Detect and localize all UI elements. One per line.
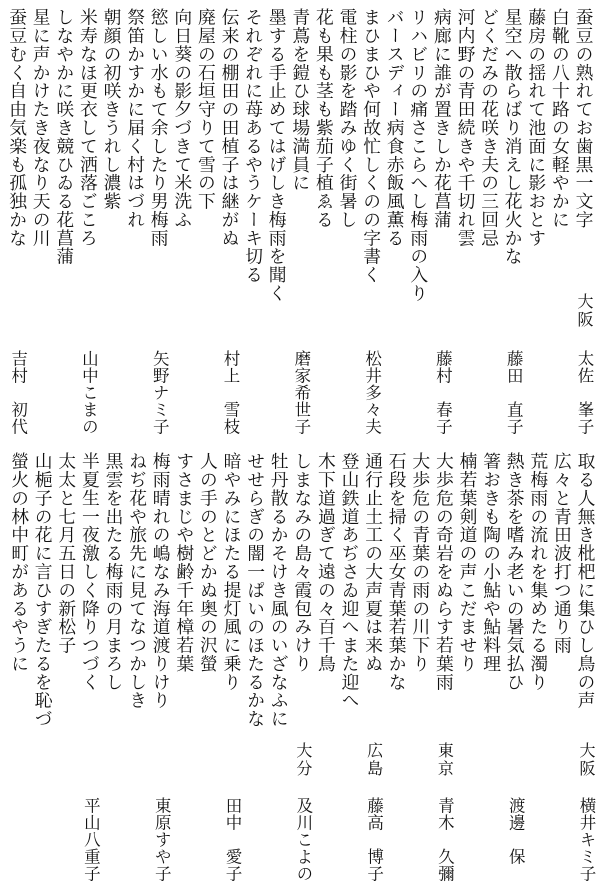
- haiku-column: リハビリの痛さこらへし梅雨の入り: [407, 8, 429, 303]
- haiku-column: 星空へ散らばり消えし花火かな: [502, 8, 524, 266]
- author-name: 矢野ナミ子: [150, 350, 170, 435]
- haiku-column: 熱き茶を嗜み老いの暑気払ひ: [504, 452, 526, 692]
- haiku-column: 広々と青田波打つ通り雨: [551, 452, 573, 655]
- haiku-column: しなやかに咲き競ひゐる花菖蒲: [53, 8, 75, 266]
- author-name: 渡邊 保: [506, 797, 526, 865]
- haiku-column: すさまじや樹齢千年樟若葉: [173, 452, 195, 673]
- author-name: 東原すや子: [152, 797, 172, 882]
- haiku-column: 大歩危の奇岩をぬらす若葉雨: [433, 452, 455, 692]
- haiku-column: 花も果も茎も紫茄子植ゑる: [313, 8, 335, 229]
- haiku-column: しまなみの島々霞包みけり: [291, 452, 313, 673]
- author-place: 大阪: [577, 742, 596, 778]
- haiku-column: 黒雲を出たる梅雨の月まろし: [103, 452, 124, 692]
- haiku-column: まひまひや何故忙しくのの字書く: [360, 8, 382, 284]
- haiku-column: 山梔子の花に言ひすぎたるを恥づ: [32, 452, 54, 728]
- haiku-column: 楠若葉剣道の声こだませり: [457, 452, 478, 673]
- haiku-column: 祭笛かすかに届く村はづれ: [124, 8, 146, 229]
- author-name: 藤高 博子: [364, 797, 384, 882]
- author-name: 及川こよの: [293, 797, 313, 882]
- haiku-column: 伝来の棚田の田植子は継がぬ: [219, 8, 240, 248]
- author-place: 東京: [435, 742, 455, 778]
- haiku-column: 登山鉄道あぢさゐ迎へまた迎へ: [339, 452, 360, 710]
- haiku-column: 墨する手止めてはげしき梅雨を聞く: [266, 8, 288, 303]
- haiku-column: バースディー病食赤飯風薫る: [384, 8, 406, 248]
- author-place: 広島: [364, 742, 384, 778]
- haiku-column: 電柱の影を踏みゆく街暑し: [337, 8, 358, 229]
- haiku-column: 太太と七月五日の新松子: [55, 452, 77, 655]
- author-name: 村上 雪枝: [221, 350, 240, 435]
- haiku-column: 箸おきも陶の小鮎や鮎料理: [480, 452, 502, 673]
- haiku-column: 河内野の青田続きや千切れ雲: [455, 8, 476, 248]
- haiku-column: 向日葵の影夕づきて米洗ふ: [171, 8, 193, 229]
- haiku-column: 蚕豆むく自由気楽も孤独かな: [6, 8, 28, 248]
- haiku-column: 人の手のとどかぬ奥の沢螢: [197, 452, 219, 673]
- author-name: 太佐 峯子: [575, 350, 594, 435]
- author-place: 大分: [293, 742, 313, 778]
- haiku-column: それぞれに苺あるやうケーキ切る: [242, 8, 264, 284]
- haiku-column: せせらぎの闇一ぱいのほたるかな: [244, 452, 266, 728]
- author-name: 平山八重子: [81, 797, 101, 882]
- haiku-column: 蚕豆の熟れてお歯黒一文字: [573, 8, 594, 229]
- haiku-column: 取る人無き枇杷に集ひし鳥の声: [575, 452, 596, 710]
- haiku-column: 石段を掃く巫女青葉若葉かな: [386, 452, 408, 692]
- haiku-column: 木下道過ぎて遠の々百千鳥: [315, 452, 337, 673]
- haiku-column: 暗やみにほたる提灯風に乗り: [221, 452, 242, 692]
- haiku-column: 牡丹散るかそけき風のいざなふに: [268, 452, 290, 728]
- haiku-column: どくだみの花咲き夫の三回忌: [478, 8, 500, 248]
- author-name: 山中こまの: [79, 350, 99, 435]
- author-name: 横井キミ子: [577, 797, 596, 882]
- haiku-column: 病廊に誰が置きしか花菖蒲: [431, 8, 453, 229]
- author-name: 青木 久彌: [435, 797, 455, 882]
- haiku-column: 慾しい水もて余したり男梅雨: [148, 8, 170, 248]
- haiku-column: 白靴の八十路の女軽やかに: [549, 8, 571, 229]
- haiku-column: 星に声かけたき夜なり天の川: [30, 8, 52, 248]
- haiku-column: 半夏生一夜激しく降りつづく: [79, 452, 101, 692]
- author-name: 藤村 春子: [433, 350, 453, 435]
- author-name: 松井多々夫: [362, 350, 382, 435]
- haiku-column: 青蔦を鎧ひ球場満員に: [289, 8, 311, 192]
- haiku-column: 廃屋の石垣守りて雪の下: [195, 8, 217, 211]
- author-place: 大阪: [575, 293, 594, 329]
- author-name: 吉村 初代: [8, 350, 28, 435]
- haiku-column: 朝顔の初咲きうれし濃紫: [101, 8, 122, 211]
- haiku-column: 螢火の林中町があるやうに: [8, 452, 30, 673]
- author-name: 田中 愛子: [223, 797, 242, 882]
- haiku-column: 梅雨晴れの嶋なみ海道渡りけり: [150, 452, 172, 710]
- haiku-column: 藤房の揺れて池面に影おとす: [525, 8, 547, 248]
- haiku-column: 大歩危の青葉の雨の川下り: [409, 452, 431, 673]
- haiku-column: 通行止土工の大声夏は来ぬ: [362, 452, 384, 673]
- haiku-column: 米寿なほ更衣して洒落ごころ: [77, 8, 99, 248]
- haiku-column: ねぢ花や旅先に見てなつかしき: [126, 452, 148, 710]
- author-name: 藤田 直子: [504, 350, 524, 435]
- haiku-column: 荒梅雨の流れを集めたる濁り: [527, 452, 549, 692]
- author-name: 磨家希世子: [291, 350, 311, 435]
